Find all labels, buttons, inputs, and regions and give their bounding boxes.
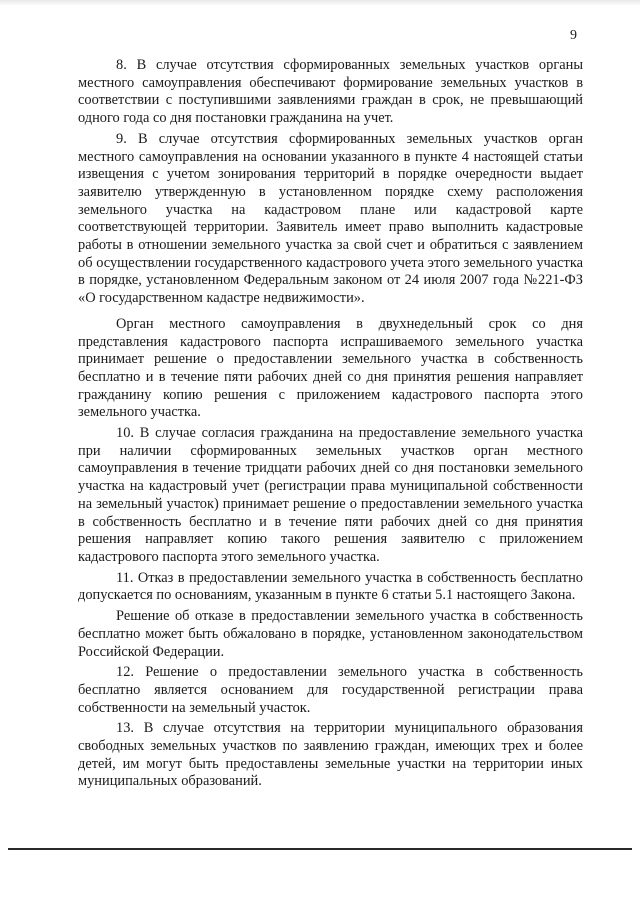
paragraph-item-9-continued: Орган местного самоуправления в двухнедельный срок со дня представления кадастрового паспорта испрашиваемого земельного участка принимает решение о предоставлении земельного участка в собственность бесплатно и в течение пяти рабочих дней со дня принятия решения направляет гражданину копию решения с приложением кадастрового паспорта этого земельного участка. <box>78 315 583 421</box>
page-number: 9 <box>570 28 577 43</box>
bottom-rule <box>8 848 632 850</box>
document-body <box>78 57 583 794</box>
paragraph-item-11: 11. Отказ в предоставлении земельного участка в собственность бесплатно допускается по основаниям, указанным в пункте 6 статьи 5.1 настоящего Закона. <box>78 569 583 604</box>
paragraph-item-10: 10. В случае согласия гражданина на предоставление земельного участка при наличии сформированных земельных участков орган местного самоуправления в течение тридцати рабочих дней со дня постановки земельного участка на кадастровый учет (регистрации права муниципальной собственности на земельный участок) принимает решение о предоставлении земельного участка в собственность бесплатно и в течение пяти рабочих дней со дня принятия решения направляет копию такого решения заявителю с приложением кадастрового паспорта этого земельного участка. <box>78 425 583 565</box>
paragraph-item-9: 9. В случае отсутствия сформированных земельных участков орган местного самоуправления на основании указанного в пункте 4 настоящей статьи извещения с учетом зонирования территорий в порядке очередности выдает заявителю утвержденную в установленном порядке схему расположения земельного участка на кадастровом плане или кадастровой карте соответствующей территории. Заявитель имеет право выполнить кадастровые работы в отношении земельного участка за свой счет и обратиться с заявлением об осуществлении государственного кадастрового учета этого земельного участка в порядке, установленном Федеральным законом от 24 июля 2007 года №221-ФЗ «О государственном кадастре недвижимости». <box>78 130 583 307</box>
paragraph-item-8: 8. В случае отсутствия сформированных земельных участков органы местного самоуправления обеспечивают формирование земельных участков в соответствии с поступившими заявлениями граждан в срок, не превышающий одного года со дня постановки гражданина на учет. <box>78 57 583 127</box>
paragraph-item-11-continued: Решение об отказе в предоставлении земельного участка в собственность бесплатно может быть обжаловано в порядке, установленном законодательством Российской Федерации. <box>78 608 583 660</box>
paragraph-item-13: 13. В случае отсутствия на территории муниципального образования свободных земельных участков по заявлению граждан, имеющих трех и более детей, им могут быть предоставлены земельные участки на территории иных муниципальных образований. <box>78 720 583 790</box>
scan-edge <box>0 0 640 6</box>
paragraph-item-12: 12. Решение о предоставлении земельного участка в собственность бесплатно является основанием для государственной регистрации права собственности на земельный участок. <box>78 664 583 716</box>
